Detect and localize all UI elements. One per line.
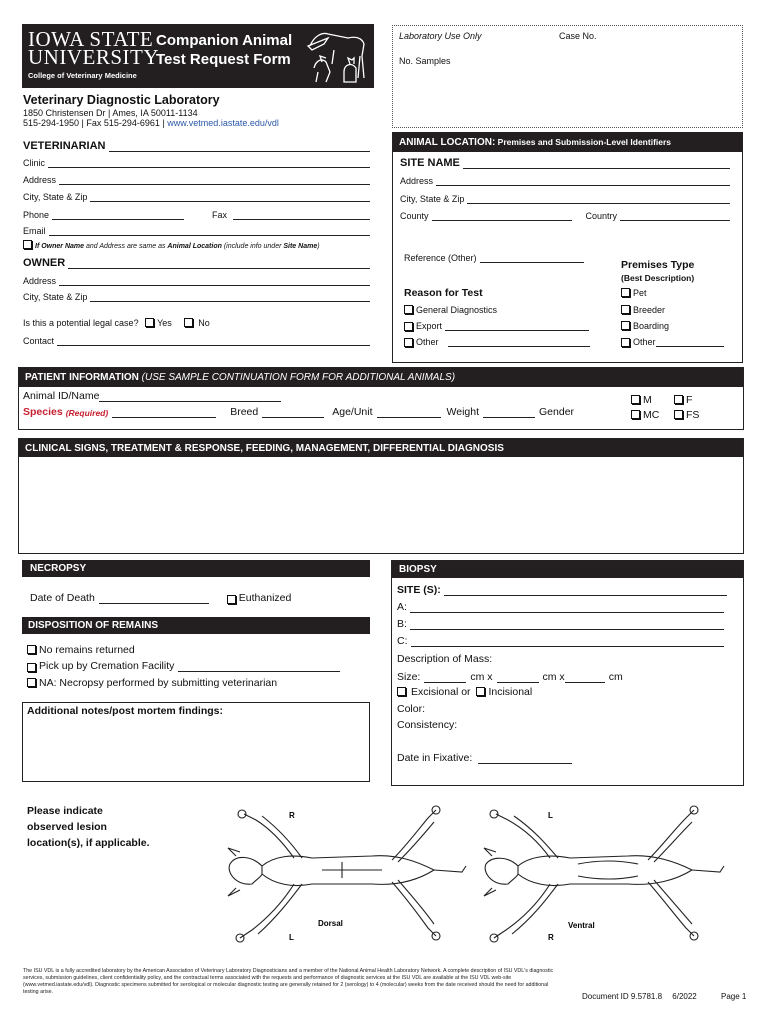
age-input[interactable] [377,409,441,418]
clinic-input[interactable] [48,159,370,168]
color-label: Color: [397,703,426,715]
lab-address: 1850 Christensen Dr | Ames, IA 50011-1134 [23,108,198,118]
clinic-label: Clinic [23,158,46,168]
dorsal-l-label: L [289,933,294,942]
legal-case-label: Is this a potential legal case? [23,318,139,328]
owner-city-input[interactable] [90,293,370,302]
site-c-label: C: [397,635,408,647]
county-label: County [400,211,429,221]
premises-other-label: Other [633,337,656,347]
gender-label: Gender [539,406,575,418]
no-samples-field[interactable]: No. Samples [399,56,451,66]
veterinarian-heading: VETERINARIAN [23,140,106,152]
site-name-input[interactable] [463,160,730,169]
form-title-line2: Test Request Form [156,51,291,68]
gender-mc-checkbox[interactable] [631,410,640,419]
footer-disclaimer: The ISU VDL is a fully accredited laboratory by the American Association of Veterinary Laboratory Diagnosticians and a member of the National Animal Health Laboratory Network. A complete description of ISU VDL's diagnostic services, submission guidelines, client confidentiality policy, and the contractual terms associated with the requests and performance of diagnostic services at the ISU VDL are available at the ISU VDL web-site (www.vetmed.iastate.edu/vdl). Diagnostic specimens submitted for serological or molecular diagnostic testing are generally retained for 2 (serology) to 4 (molecular) weeks from the date received should the need for additional testing arise. [23,968,554,995]
reason-other-input[interactable] [448,338,590,347]
gender-fs-label: FS [686,409,700,421]
legal-no-checkbox[interactable] [184,318,193,327]
lab-phone-fax: 515-294-1950 | Fax 515-294-6961 | [23,118,165,128]
reference-label: Reference (Other) [404,253,477,263]
animal-id-input[interactable] [99,393,281,402]
sites-label: SITE (S): [397,584,441,596]
document-date: 6/2022 [672,992,697,1001]
ventral-l-label: L [548,811,553,820]
case-no-field[interactable]: Case No. [559,31,597,41]
vet-address-label: Address [23,175,57,185]
premises-boarding-checkbox[interactable] [621,321,630,330]
clinical-box [18,438,744,554]
reason-export-input[interactable] [445,322,589,331]
owner-heading: OWNER [23,257,66,269]
reason-other-checkbox[interactable] [404,338,413,347]
breed-input[interactable] [262,409,324,418]
document-id: Document ID 9.5781.8 [582,992,663,1001]
legal-no-label: No [198,318,210,328]
premises-pet-checkbox[interactable] [621,288,630,297]
fax-input[interactable] [233,211,370,220]
premises-subtitle: (Best Description) [621,273,695,283]
patient-bar [19,368,743,387]
necropsy-bar: NECROPSY [22,560,370,577]
site-address-input[interactable] [436,177,730,186]
fixative-input[interactable] [478,755,572,764]
weight-label: Weight [446,406,480,418]
dorsal-label: Dorsal [318,919,343,928]
site-name-label: SITE NAME [400,157,460,169]
size-input-1[interactable] [424,674,466,683]
phone-label: Phone [23,210,50,220]
size-cm1: cm x [470,671,493,683]
reason-general-checkbox[interactable] [404,305,413,314]
premises-other-checkbox[interactable] [621,338,630,347]
owner-note-f: ) [317,243,320,250]
country-label: Country [585,211,618,221]
lab-use-label: Laboratory Use Only [399,31,482,41]
no-remains-checkbox[interactable] [27,645,36,654]
date-of-death-input[interactable] [99,595,209,604]
disposition-bar: DISPOSITION OF REMAINS [22,617,370,634]
cremation-input[interactable] [178,663,340,672]
premises-breeder-checkbox[interactable] [621,305,630,314]
gender-f-label: F [686,394,693,406]
premises-breeder-label: Breeder [633,305,666,315]
na-necropsy-label: NA: Necropsy performed by submitting veterinarian [39,677,278,689]
gender-f-checkbox[interactable] [674,395,683,404]
size-label: Size: [397,671,421,683]
lesion-text-2: observed lesion [27,821,107,833]
species-required: (Required) [65,408,109,418]
size-input-2[interactable] [497,674,539,683]
mass-label: Description of Mass: [397,653,493,665]
ventral-r-label: R [548,933,554,942]
age-label: Age/Unit [332,406,373,418]
size-cm3: cm [608,671,623,683]
vet-address-input[interactable] [59,176,370,185]
owner-city-label: City, State & Zip [23,292,88,302]
header-banner [22,24,374,88]
isu-logo [28,27,159,85]
no-remains-label: No remains returned [39,644,135,656]
lab-website-link[interactable]: www.vetmed.iastate.edu/vdl [167,118,279,128]
patient-title: PATIENT INFORMATION [25,372,139,383]
vet-city-input[interactable] [90,193,370,202]
site-a-input[interactable] [410,604,724,613]
cremation-label: Pick up by Cremation Facility [39,660,175,672]
incisional-checkbox[interactable] [476,687,485,696]
ventral-label: Ventral [568,921,595,930]
logo-line1: IOWA STATE [28,27,154,51]
phone-input[interactable] [52,211,184,220]
owner-address-input[interactable] [59,277,370,286]
euthanized-label: Euthanized [238,592,292,604]
gender-m-label: M [643,394,652,406]
species-input[interactable] [112,409,216,418]
gender-mc-label: MC [643,409,660,421]
weight-input[interactable] [483,409,535,418]
logo-college: College of Veterinary Medicine [28,71,137,80]
na-necropsy-checkbox[interactable] [27,678,36,687]
fax-label: Fax [212,210,228,220]
owner-note-d: (include info under [221,243,284,250]
email-label: Email [23,226,46,236]
legal-yes-checkbox[interactable] [145,318,154,327]
owner-same-checkbox[interactable] [23,240,32,249]
dog-ventral-diagram[interactable] [478,800,728,950]
size-input-3[interactable] [565,674,605,683]
breed-label: Breed [230,406,259,418]
owner-address-label: Address [23,276,57,286]
reason-other-label: Other [416,337,439,347]
reason-title: Reason for Test [404,287,483,299]
vet-city-label: City, State & Zip [23,192,88,202]
gender-m-checkbox[interactable] [631,395,640,404]
site-address-label: Address [400,176,434,186]
county-input[interactable] [432,212,572,221]
logo-line2: UNIVERSITY [28,45,159,69]
contact-label: Contact [23,336,55,346]
fixative-label: Date in Fixative: [397,752,473,764]
excisional-checkbox[interactable] [397,687,406,696]
notes-box[interactable] [22,702,370,782]
site-city-label: City, State & Zip [400,194,465,204]
sites-input[interactable] [444,587,727,596]
clinical-bar: CLINICAL SIGNS, TREATMENT & RESPONSE, FEEDING, MANAGEMENT, DIFFERENTIAL DIAGNOSIS [19,439,743,457]
animal-location-subtitle: Premises and Submission-Level Identifiers [495,137,672,147]
reason-general-label: General Diagnostics [416,305,498,315]
veterinarian-name-input[interactable] [109,143,370,152]
lesion-text-3: location(s), if applicable. [27,837,150,849]
reference-input[interactable] [480,254,584,263]
notes-label: Additional notes/post mortem findings: [27,705,223,717]
page-number: Page 1 [720,992,747,1001]
site-c-input[interactable] [411,638,725,647]
consistency-label: Consistency: [397,719,458,731]
owner-name-input[interactable] [68,260,370,269]
legal-yes-label: Yes [157,318,172,328]
date-of-death-label: Date of Death [30,592,95,604]
site-city-input[interactable] [467,195,730,204]
lab-use-box [392,25,743,128]
site-b-label: B: [397,618,407,630]
reason-export-label: Export [416,321,443,331]
contact-input[interactable] [57,337,370,346]
incisional-label: Incisional [488,686,533,698]
excisional-label: Excisional or [411,686,471,698]
biopsy-bar: BIOPSY [392,561,743,578]
owner-note-a: If Owner Name [35,243,85,250]
site-b-input[interactable] [410,621,724,630]
euthanized-checkbox[interactable] [227,595,236,604]
gender-fs-checkbox[interactable] [674,410,683,419]
premises-pet-label: Pet [633,288,647,298]
site-a-label: A: [397,601,407,613]
premises-boarding-label: Boarding [633,321,670,331]
animals-silhouette-icon [304,28,370,84]
owner-note-c: Animal Location [167,243,222,250]
animal-id-label: Animal ID/Name [23,390,100,402]
animal-location-title: ANIMAL LOCATION: [399,137,496,148]
patient-subtitle: (USE SAMPLE CONTINUATION FORM FOR ADDITIONAL ANIMALS) [138,372,456,383]
cremation-checkbox[interactable] [27,663,36,672]
size-cm2: cm x [542,671,565,683]
dorsal-r-label: R [289,811,295,820]
dog-dorsal-diagram[interactable] [222,800,470,950]
email-input[interactable] [49,227,370,236]
lesion-text-1: Please indicate [27,805,103,817]
species-label: Species [23,406,63,418]
country-input[interactable] [620,212,730,221]
premises-other-input[interactable] [656,338,724,347]
owner-note-b: and Address are same as [84,243,168,250]
premises-title: Premises Type [621,259,695,271]
clinical-textarea[interactable] [19,457,743,553]
animal-location-bar [393,133,742,152]
lab-name: Veterinary Diagnostic Laboratory [23,93,220,107]
form-title-line1: Companion Animal [156,32,293,49]
owner-note-e: Site Name [283,243,318,250]
reason-export-checkbox[interactable] [404,322,413,331]
